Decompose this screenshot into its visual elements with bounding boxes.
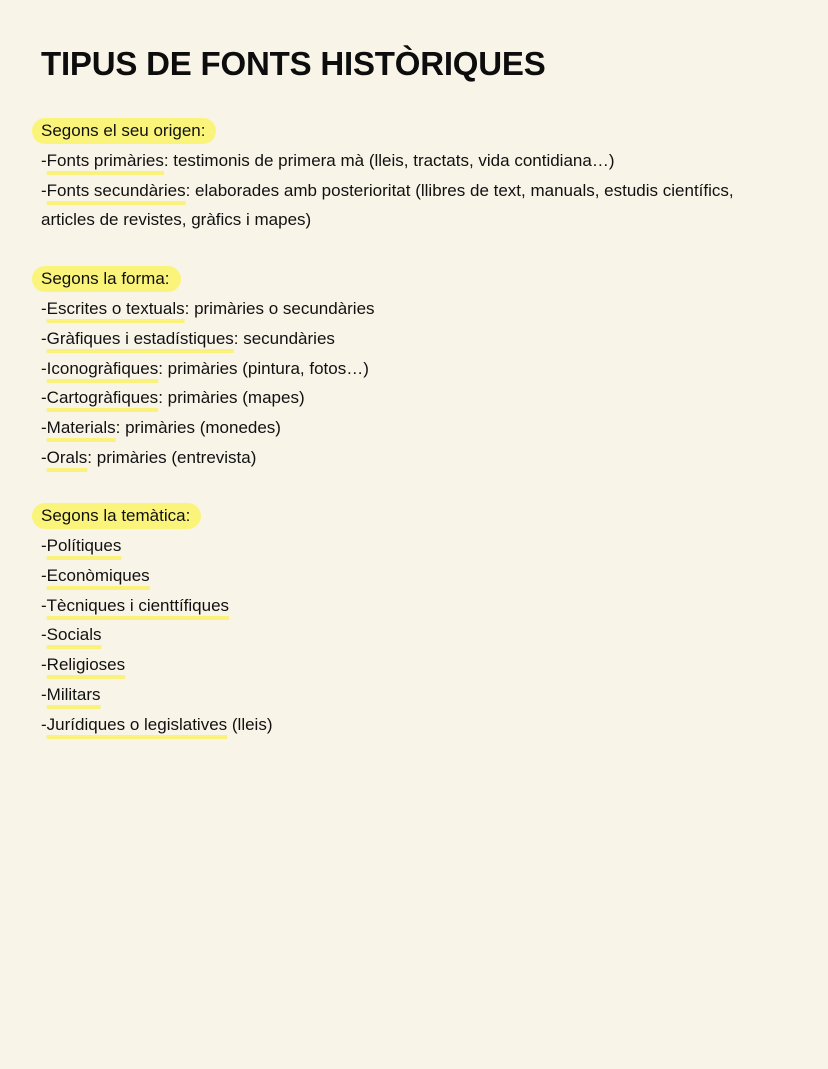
list-item: -Fonts primàries: testimonis de primera mà (lleis, tractats, vida contidiana…)	[41, 151, 615, 170]
item-description: : elaborades amb posterioritat (llibres de text, manuals, estudis científics, articles de revistes, gràfics i mapes)	[41, 180, 734, 230]
item-term: Polítiques	[46, 536, 122, 556]
item-description: : primàries o secundàries	[184, 299, 375, 319]
item-description: : secundàries	[233, 328, 335, 348]
item-description: : primàries (entrevista)	[87, 447, 257, 467]
item-term: Jurídiques o legislatives	[46, 714, 228, 734]
item-description: (lleis)	[227, 714, 273, 734]
item-term: Gràfiques i estadístiques	[46, 328, 234, 348]
section-theme	[41, 501, 801, 739]
item-term: Fonts primàries	[46, 151, 164, 170]
list-item: -Fonts secundàries: elaborades amb posterioritat (llibres de text, manuals, estudis científics, articles de revistes, gràfics i mapes)	[41, 180, 734, 230]
list-item: -Jurídiques o legislatives (lleis)	[41, 714, 273, 734]
item-term: Iconogràfiques	[46, 358, 159, 378]
list-item: -Polítiques	[41, 536, 122, 556]
list-item: -Socials	[41, 625, 102, 645]
page-title: TIPUS DE FONTS HISTÒRIQUES	[41, 45, 546, 82]
item-term: Cartogràfiques	[46, 388, 159, 408]
section-origin	[41, 116, 801, 235]
item-description: : primàries (pintura, fotos…)	[158, 358, 369, 378]
list-item: -Gràfiques i estadístiques: secundàries	[41, 328, 335, 348]
list-item: -Tècniques i cienttífiques	[41, 595, 230, 615]
list-item: -Orals: primàries (entrevista)	[41, 447, 257, 467]
list-item: -Cartogràfiques: primàries (mapes)	[41, 388, 305, 408]
list-item: -Econòmiques	[41, 566, 150, 586]
section-heading-theme: Segons la temàtica:	[32, 503, 201, 529]
item-term: Tècniques i cienttífiques	[46, 595, 230, 615]
list-item: -Escrites o textuals: primàries o secundàries	[41, 299, 375, 319]
list-item: -Materials: primàries (monedes)	[41, 417, 281, 437]
item-term: Escrites o textuals	[46, 299, 185, 319]
item-term: Orals	[46, 447, 88, 467]
item-term: Socials	[46, 625, 102, 645]
item-description: : primàries (mapes)	[158, 388, 305, 408]
item-term: Econòmiques	[46, 566, 150, 586]
section-form	[41, 264, 801, 472]
list-item: -Religioses	[41, 655, 126, 675]
item-description: : primàries (monedes)	[115, 417, 281, 437]
section-heading-origin: Segons el seu origen:	[32, 118, 216, 144]
item-term: Materials	[46, 417, 116, 437]
item-term: Religioses	[46, 655, 126, 675]
item-term: Militars	[46, 684, 101, 704]
list-item: -Iconogràfiques: primàries (pintura, fotos…)	[41, 358, 369, 378]
list-item: -Militars	[41, 684, 101, 704]
document-page	[41, 42, 801, 739]
item-description: : testimonis de primera mà (lleis, tractats, vida contidiana…)	[163, 151, 615, 170]
item-term: Fonts secundàries	[46, 180, 186, 200]
section-heading-form: Segons la forma:	[32, 266, 181, 292]
